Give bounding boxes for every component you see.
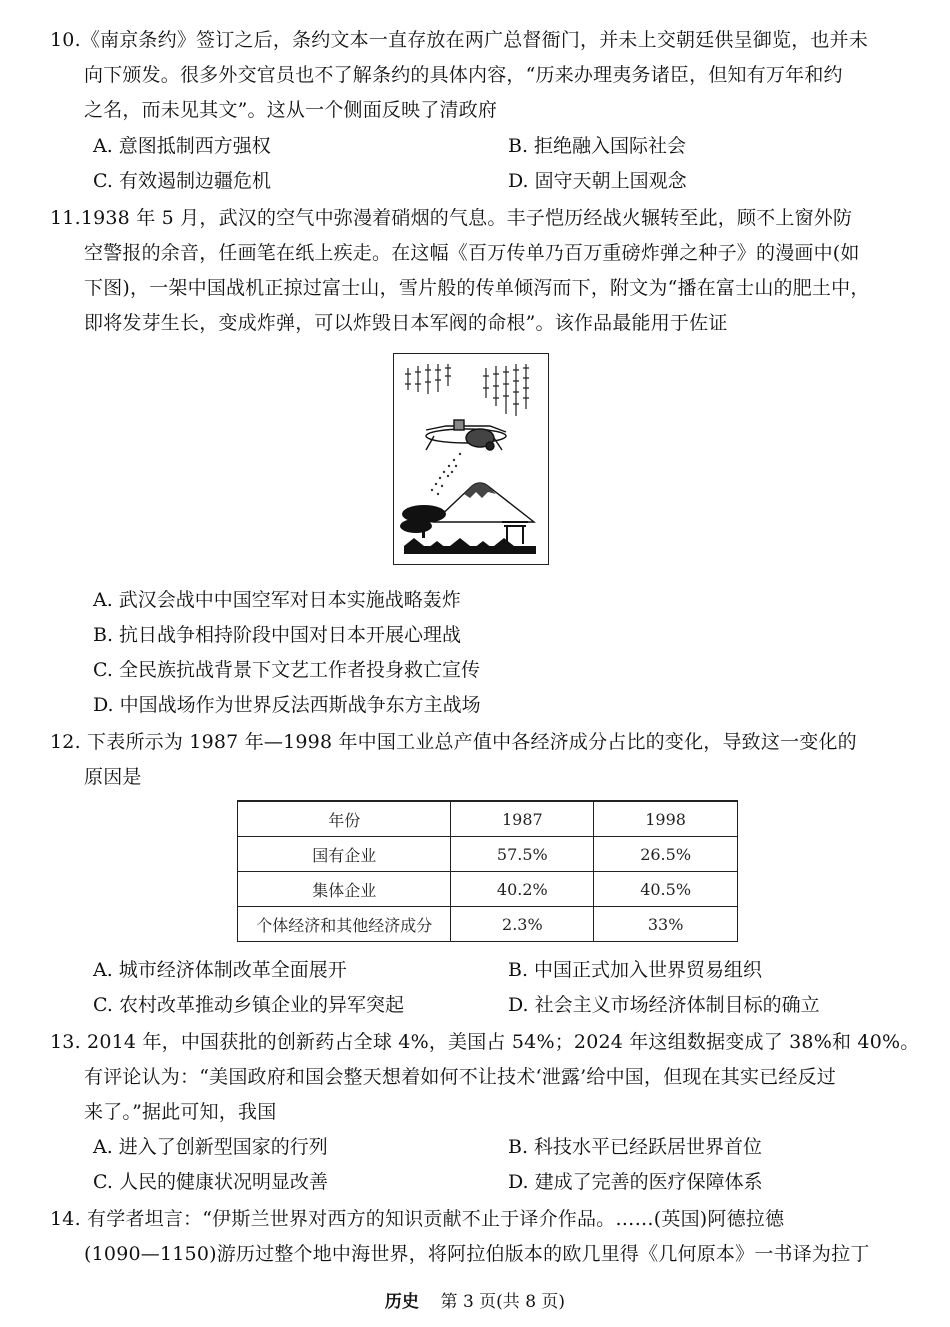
q13-line-3: 来了。”据此可知，我国	[84, 1101, 277, 1123]
q11-option-a: A. 武汉会战中中国空军对日本实施战略轰炸	[93, 589, 461, 611]
q10-option-d: D. 固守天朝上国观念	[508, 170, 687, 192]
q11-option-d: D. 中国战场作为世界反法西斯战争东方主战场	[93, 694, 481, 716]
table-row	[238, 872, 738, 907]
q14-line-1: 14. 有学者坦言：“伊斯兰世界对西方的知识贡献不止于译介作品。……(英国)阿德拉德	[50, 1208, 785, 1230]
q10-line-3: 之名，而未见其文”。这从一个侧面反映了清政府	[84, 99, 498, 121]
table-cell: 26.5%	[594, 837, 738, 872]
q12-option-b: B. 中国正式加入世界贸易组织	[508, 959, 763, 981]
q11-line-4: 即将发芽生长，变成炸弹，可以炸毁日本军阀的命根”。该作品最能用于佐证	[84, 312, 728, 334]
q11-line-1: 11.1938 年 5 月，武汉的空气中弥漫着硝烟的气息。丰子恺历经战火辗转至此，顾不上窗外防	[50, 207, 853, 229]
table-cell: 集体企业	[238, 872, 451, 907]
cartoon-airplane-over-mount-fuji-icon	[394, 354, 547, 563]
q13-option-b: B. 科技水平已经跃居世界首位	[508, 1136, 763, 1158]
q12-line-1: 12. 下表所示为 1987 年—1998 年中国工业总产值中各经济成分占比的变化，导致这一变化的	[50, 731, 857, 753]
table-header-cell: 年份	[238, 801, 451, 837]
table-cell: 33%	[594, 907, 738, 942]
table-row	[238, 837, 738, 872]
q10-line-1: 10.《南京条约》签订之后，条约文本一直存放在两广总督衙门，并未上交朝廷供呈御览，也并未	[50, 29, 869, 51]
q12-option-a: A. 城市经济体制改革全面展开	[93, 959, 347, 981]
q11-line-2: 空警报的余音，任画笔在纸上疾走。在这幅《百万传单乃百万重磅炸弹之种子》的漫画中(如	[84, 242, 860, 264]
page-footer	[0, 1287, 950, 1312]
industry-share-table	[237, 800, 738, 942]
q12-line-2: 原因是	[84, 766, 142, 788]
q12-option-c: C. 农村改革推动乡镇企业的异军突起	[93, 994, 404, 1016]
table-header-cell: 1987	[451, 801, 594, 837]
q11-line-3: 下图)，一架中国战机正掠过富士山，雪片般的传单倾泻而下，附文为“播在富士山的肥土中，	[84, 277, 870, 299]
q11-option-b: B. 抗日战争相持阶段中国对日本开展心理战	[93, 624, 462, 646]
footer-page-info: 第 3 页(共 8 页)	[440, 1292, 566, 1312]
q10-option-a: A. 意图抵制西方强权	[93, 135, 271, 157]
q14-line-2: (1090—1150)游历过整个地中海世界，将阿拉伯版本的欧几里得《几何原本》一书译为拉丁	[84, 1243, 870, 1265]
table-header-row	[238, 801, 738, 837]
footer-subject: 历史	[384, 1292, 419, 1312]
q13-option-a: A. 进入了创新型国家的行列	[93, 1136, 328, 1158]
table-cell: 40.5%	[594, 872, 738, 907]
table-row	[238, 907, 738, 942]
q13-line-1: 13. 2014 年，中国获批的创新药占全球 4%，美国占 54%；2024 年这组数据变成了 38%和 40%。	[50, 1031, 920, 1053]
q12-option-d: D. 社会主义市场经济体制目标的确立	[508, 994, 820, 1016]
cartoon-figure	[393, 353, 549, 565]
q13-option-c: C. 人民的健康状况明显改善	[93, 1171, 328, 1193]
table-cell: 2.3%	[451, 907, 594, 942]
q10-option-c: C. 有效遏制边疆危机	[93, 170, 271, 192]
table-cell: 个体经济和其他经济成分	[238, 907, 451, 942]
table-cell: 40.2%	[451, 872, 594, 907]
q13-line-2: 有评论认为：“美国政府和国会整天想着如何不让技术‘泄露’给中国，但现在其实已经反过	[84, 1066, 836, 1088]
table-header-cell: 1998	[594, 801, 738, 837]
q13-option-d: D. 建成了完善的医疗保障体系	[508, 1171, 763, 1193]
table-cell: 国有企业	[238, 837, 451, 872]
table-cell: 57.5%	[451, 837, 594, 872]
q11-option-c: C. 全民族抗战背景下文艺工作者投身救亡宣传	[93, 659, 480, 681]
q10-line-2: 向下颁发。很多外交官员也不了解条约的具体内容，“历来办理夷务诸臣，但知有万年和约	[84, 64, 843, 86]
q10-option-b: B. 拒绝融入国际社会	[508, 135, 687, 157]
